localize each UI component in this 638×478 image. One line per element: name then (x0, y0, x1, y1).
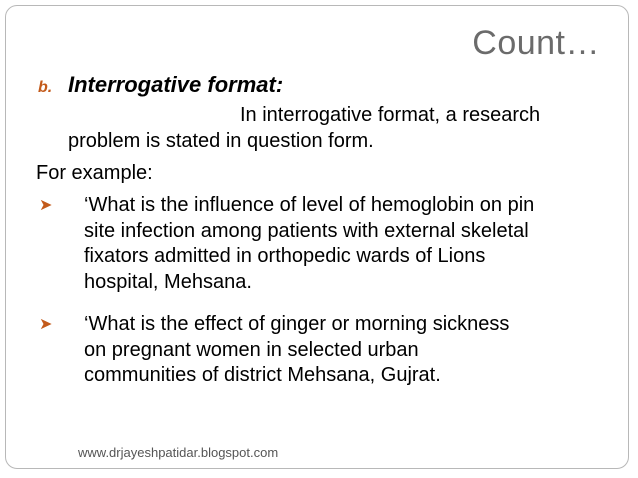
bullet-line: hospital, Mehsana. (84, 270, 252, 293)
section-heading-row (38, 72, 283, 98)
definition-line: problem is stated in question form. (68, 130, 374, 152)
section-marker: b. (38, 79, 53, 96)
bullet-line: on pregnant women in selected urban (84, 338, 419, 361)
arrow-bullet-icon: ➤ (39, 197, 53, 214)
bullet-line: ‘What is the influence of level of hemoglobin on pin (84, 194, 535, 216)
bullet-item (39, 312, 629, 389)
section-heading: Interrogative format: (68, 72, 284, 97)
bullet-item (39, 193, 629, 295)
arrow-bullet-icon: ➤ (39, 316, 53, 333)
example-label: For example: (36, 162, 153, 184)
bullet-line: fixators admitted in orthopedic wards of Lions (84, 245, 486, 267)
slide-frame (5, 5, 629, 469)
bullet-line: site infection among patients with external skeletal (84, 219, 529, 242)
bullet-line: ‘What is the effect of ginger or morning sickness (84, 313, 510, 335)
bullet-line: communities of district Mehsana, Gujrat. (84, 364, 441, 386)
footer-url: www.drjayeshpatidar.blogspot.com (78, 445, 279, 460)
slide-title: Count… (472, 24, 600, 62)
definition-line: In interrogative format, a research (240, 104, 541, 126)
